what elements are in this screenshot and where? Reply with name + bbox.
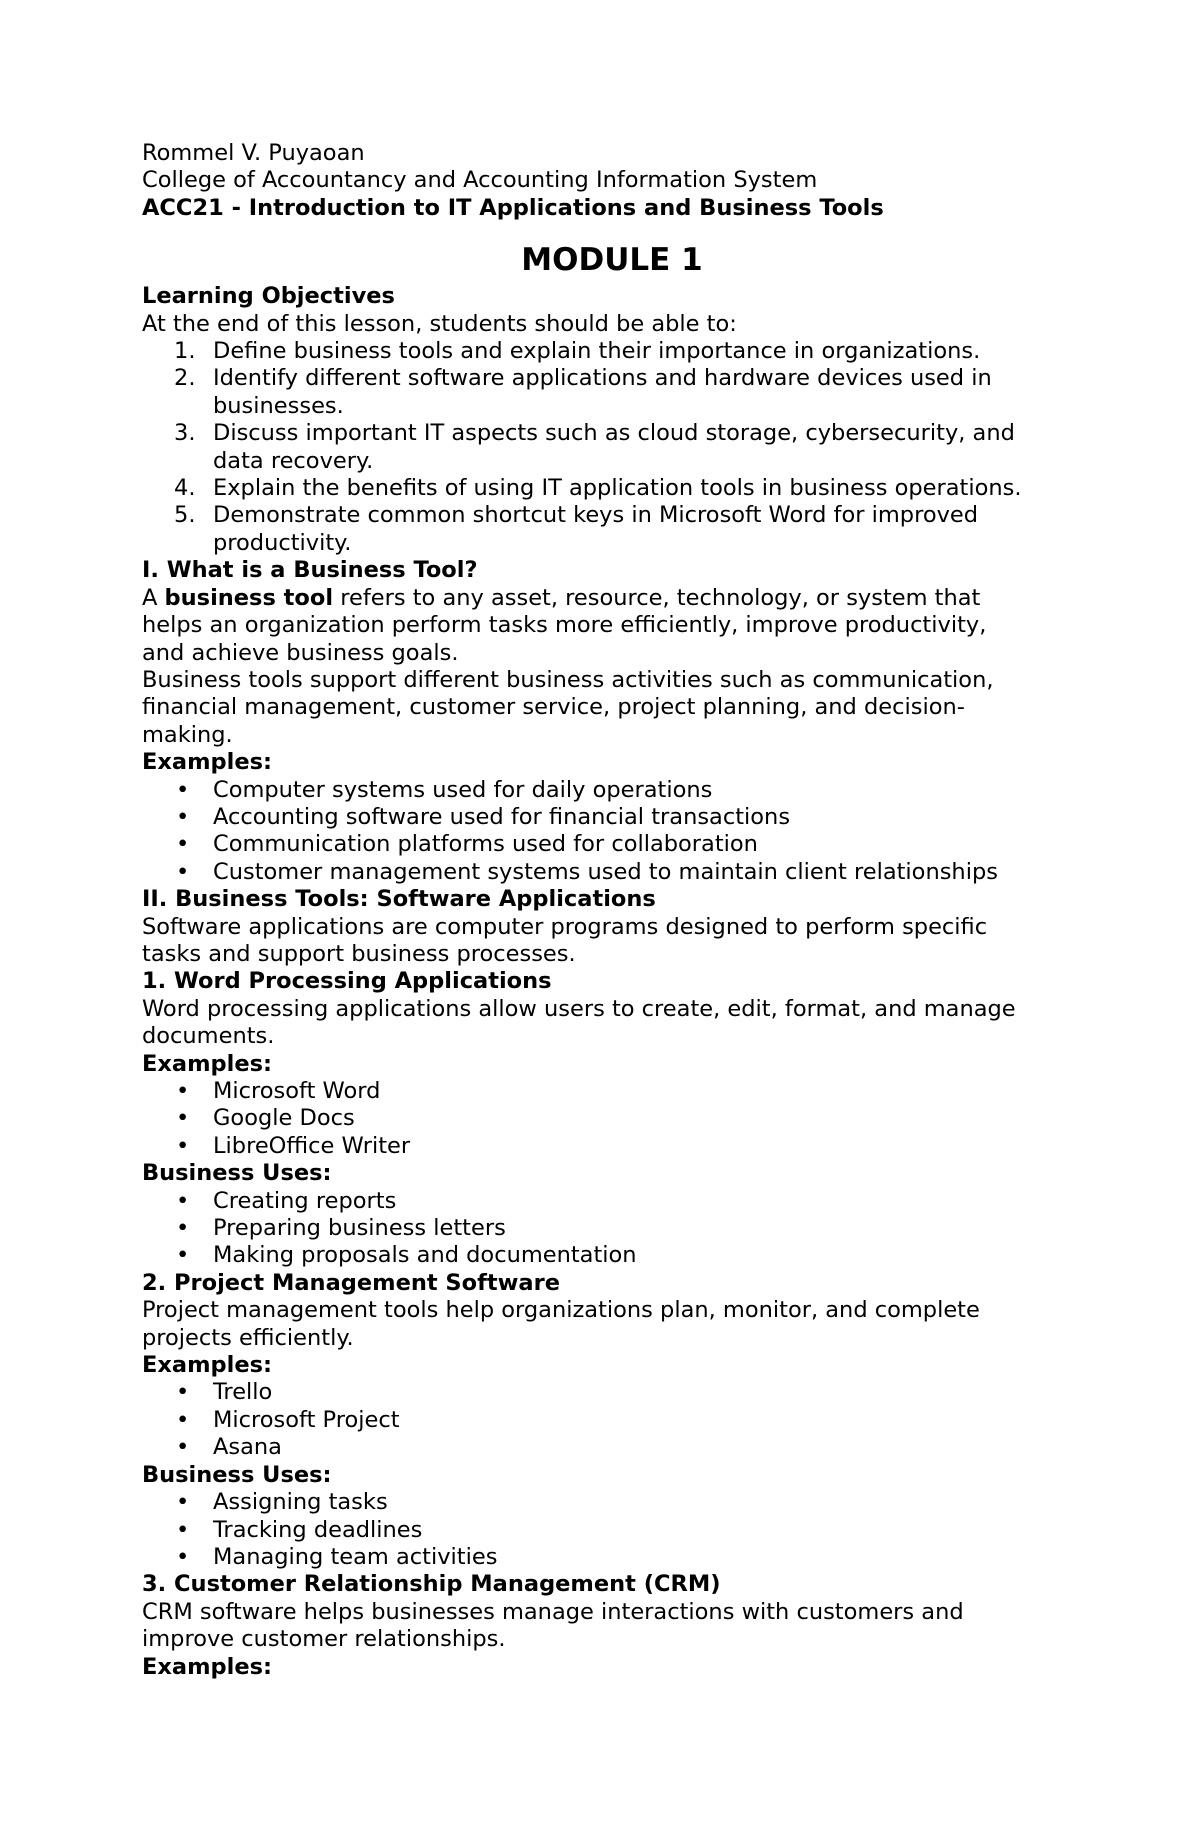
list-item-text: Accounting software used for financial transactions xyxy=(213,803,791,830)
list-item xyxy=(142,859,1082,886)
objective-text: Define business tools and explain their importance in organizations. xyxy=(213,338,981,365)
list-item xyxy=(142,1407,1082,1434)
list-item-text: Customer management systems used to maintain client relationships xyxy=(213,858,998,885)
list-item-text: Communication platforms used for collaboration xyxy=(213,831,758,858)
objective-item xyxy=(142,338,1082,365)
objectives-heading: Learning Objectives xyxy=(142,283,395,310)
paragraph-line: tasks and support business processes. xyxy=(142,940,576,967)
list-item xyxy=(142,804,1082,831)
list-item xyxy=(142,1188,1082,1215)
paragraph-line: Software applications are computer programs designed to perform specific xyxy=(142,913,988,940)
list-item xyxy=(142,1544,1082,1571)
objective-text: Identify different software applications and hardware devices used in xyxy=(213,365,992,392)
bullet-list xyxy=(142,777,1082,887)
paragraph-line: financial management, customer service, project planning, and decision- xyxy=(142,694,965,721)
paragraph-line xyxy=(142,585,1082,612)
objective-text: Explain the benefits of using IT application tools in business operations. xyxy=(213,475,1022,502)
objective-item xyxy=(142,420,1082,475)
list-item-text: Managing team activities xyxy=(213,1543,498,1570)
list-item-text: Assigning tasks xyxy=(213,1489,388,1516)
module-title: MODULE 1 xyxy=(521,242,703,279)
author-name: Rommel V. Puyaoan xyxy=(142,140,365,166)
list-item-text: Computer systems used for daily operations xyxy=(213,776,713,803)
bullet-icon: • xyxy=(176,1489,190,1516)
subsection-heading: 3. Customer Relationship Management (CRM) xyxy=(142,1571,721,1598)
section-heading: II. Business Tools: Software Applications xyxy=(142,886,656,913)
paragraph-line: and achieve business goals. xyxy=(142,639,459,666)
paragraph-line: documents. xyxy=(142,1023,275,1050)
list-item xyxy=(142,777,1082,804)
objectives-list xyxy=(142,338,1082,557)
objectives-intro: At the end of this lesson, students should be able to: xyxy=(142,310,737,337)
list-item-text: Microsoft Project xyxy=(213,1406,400,1433)
list-item xyxy=(142,831,1082,858)
list-item-text: Trello xyxy=(213,1379,273,1406)
paragraph-line: making. xyxy=(142,721,233,748)
business-uses-label: Business Uses: xyxy=(142,1160,332,1187)
subsection-heading: 2. Project Management Software xyxy=(142,1269,560,1296)
bullet-icon: • xyxy=(176,858,190,885)
objective-number: 5. xyxy=(174,502,196,529)
bullet-icon: • xyxy=(176,1215,190,1242)
paragraph-line: Project management tools help organizations plan, monitor, and complete xyxy=(142,1297,980,1324)
objective-text: Discuss important IT aspects such as cloud storage, cybersecurity, and xyxy=(213,420,1015,447)
course-title: ACC21 - Introduction to IT Applications and Business Tools xyxy=(142,194,884,221)
bullet-icon: • xyxy=(176,1242,190,1269)
list-item xyxy=(142,1379,1082,1406)
document-page xyxy=(142,140,1082,1681)
objective-item xyxy=(142,365,1082,420)
bullet-icon: • xyxy=(176,803,190,830)
bullet-list xyxy=(142,1188,1082,1270)
list-item-text: Making proposals and documentation xyxy=(213,1242,637,1269)
objective-item xyxy=(142,475,1082,502)
paragraph-line: Business tools support different business activities such as communication, xyxy=(142,666,994,693)
examples-label: Examples: xyxy=(142,1653,272,1680)
objective-text: productivity. xyxy=(213,529,352,556)
bullet-list xyxy=(142,1489,1082,1571)
list-item xyxy=(142,1242,1082,1269)
list-item-text: Preparing business letters xyxy=(213,1215,506,1242)
bullet-list xyxy=(142,1078,1082,1160)
list-item xyxy=(142,1489,1082,1516)
bullet-icon: • xyxy=(176,1406,190,1433)
list-item-text: Creating reports xyxy=(213,1187,397,1214)
objective-text: data recovery. xyxy=(213,447,374,474)
objective-item xyxy=(142,502,1082,557)
objective-text: Demonstrate common shortcut keys in Microsoft Word for improved xyxy=(213,502,979,529)
bullet-icon: • xyxy=(176,1379,190,1406)
paragraph-text: refers to any asset, resource, technology, or system that xyxy=(333,584,981,611)
list-item-text: LibreOffice Writer xyxy=(213,1132,411,1159)
list-item-text: Google Docs xyxy=(213,1105,355,1132)
business-uses-label: Business Uses: xyxy=(142,1461,332,1488)
list-item-text: Microsoft Word xyxy=(213,1078,381,1104)
list-item xyxy=(142,1517,1082,1544)
list-item xyxy=(142,1133,1082,1160)
bullet-icon: • xyxy=(176,831,190,858)
examples-label: Examples: xyxy=(142,749,272,776)
examples-label: Examples: xyxy=(142,1050,272,1077)
objective-number: 3. xyxy=(174,420,196,447)
bullet-icon: • xyxy=(176,1078,190,1104)
bullet-list xyxy=(142,1379,1082,1461)
paragraph-line: Word processing applications allow users to create, edit, format, and manage xyxy=(142,995,1016,1022)
paragraph-line: CRM software helps businesses manage interactions with customers and xyxy=(142,1598,964,1625)
examples-label: Examples: xyxy=(142,1352,272,1379)
list-item xyxy=(142,1215,1082,1242)
subsection-heading: 1. Word Processing Applications xyxy=(142,968,552,995)
bullet-icon: • xyxy=(176,1132,190,1159)
paragraph-line: improve customer relationships. xyxy=(142,1626,506,1653)
list-item xyxy=(142,1434,1082,1461)
paragraph-line: helps an organization perform tasks more efficiently, improve productivity, xyxy=(142,612,987,639)
objective-number: 2. xyxy=(174,365,196,392)
paragraph-text: A xyxy=(142,584,165,611)
objective-number: 1. xyxy=(174,338,196,365)
section-heading: I. What is a Business Tool? xyxy=(142,557,478,584)
list-item xyxy=(142,1105,1082,1132)
list-item xyxy=(142,1078,1082,1105)
paragraph-line: projects efficiently. xyxy=(142,1324,354,1351)
bullet-icon: • xyxy=(176,1187,190,1214)
list-item-text: Tracking deadlines xyxy=(213,1516,423,1543)
bullet-icon: • xyxy=(176,1105,190,1132)
bullet-icon: • xyxy=(176,1516,190,1543)
bullet-icon: • xyxy=(176,1543,190,1570)
bullet-icon: • xyxy=(176,776,190,803)
college-name: College of Accountancy and Accounting Information System xyxy=(142,167,818,194)
bullet-icon: • xyxy=(176,1434,190,1461)
objective-text: businesses. xyxy=(213,392,344,419)
list-item-text: Asana xyxy=(213,1434,282,1461)
objective-number: 4. xyxy=(174,475,196,502)
term-business-tool: business tool xyxy=(164,584,334,611)
